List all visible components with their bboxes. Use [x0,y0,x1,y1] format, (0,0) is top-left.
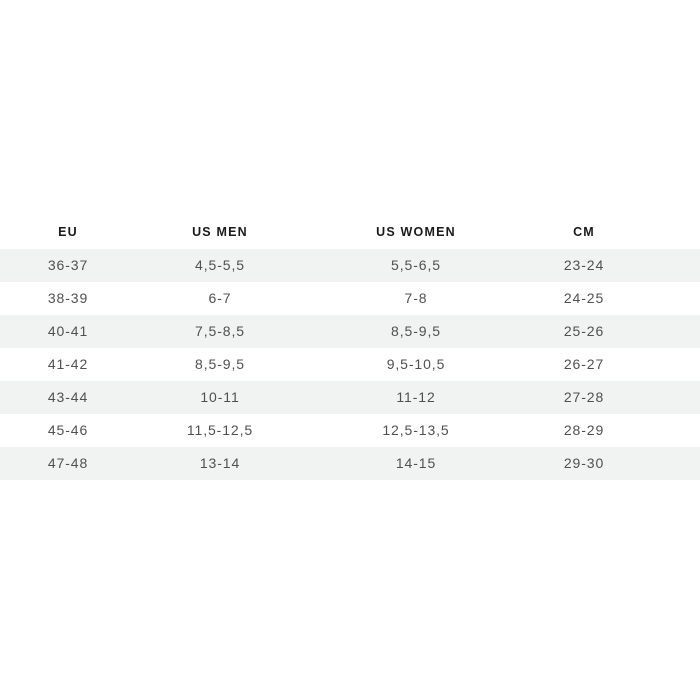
cell-us-women: 14-15 [395,455,437,471]
cell-us-men: 4,5-5,5 [195,257,245,273]
column-header-us-women: US WOMEN [376,225,456,239]
cell-cm: 24-25 [563,290,605,306]
table-row [0,249,700,282]
cell-eu: 41-42 [47,356,89,372]
table-row [0,381,700,414]
size-conversion-table [0,216,700,480]
cell-us-men: 7,5-8,5 [195,323,245,339]
cell-cm: 27-28 [563,389,605,405]
cell-cm: 23-24 [563,257,605,273]
column-header-eu: EU [58,225,78,239]
cell-us-men: 11,5-12,5 [186,422,254,438]
cell-us-women: 7-8 [404,290,428,306]
cell-us-women: 9,5-10,5 [386,356,446,372]
cell-eu: 45-46 [47,422,89,438]
cell-eu: 43-44 [47,389,89,405]
cell-cm: 25-26 [563,323,605,339]
table-header-row [0,216,700,249]
cell-us-women: 12,5-13,5 [382,422,450,438]
table-row [0,348,700,381]
cell-us-men: 10-11 [200,389,240,405]
cell-us-women: 8,5-9,5 [391,323,441,339]
table-row [0,447,700,480]
cell-us-women: 5,5-6,5 [391,257,441,273]
table-row [0,282,700,315]
cell-cm: 26-27 [563,356,605,372]
column-header-cm: CM [573,225,595,239]
cell-us-men: 13-14 [199,455,241,471]
cell-cm: 28-29 [563,422,605,438]
cell-eu: 47-48 [47,455,89,471]
table-row [0,414,700,447]
cell-eu: 40-41 [47,323,89,339]
cell-cm: 29-30 [563,455,605,471]
table-row [0,315,700,348]
column-header-us-men: US MEN [192,225,248,239]
cell-eu: 36-37 [47,257,89,273]
cell-us-men: 8,5-9,5 [195,356,245,372]
cell-eu: 38-39 [47,290,89,306]
cell-us-men: 6-7 [208,290,232,306]
cell-us-women: 11-12 [396,389,436,405]
